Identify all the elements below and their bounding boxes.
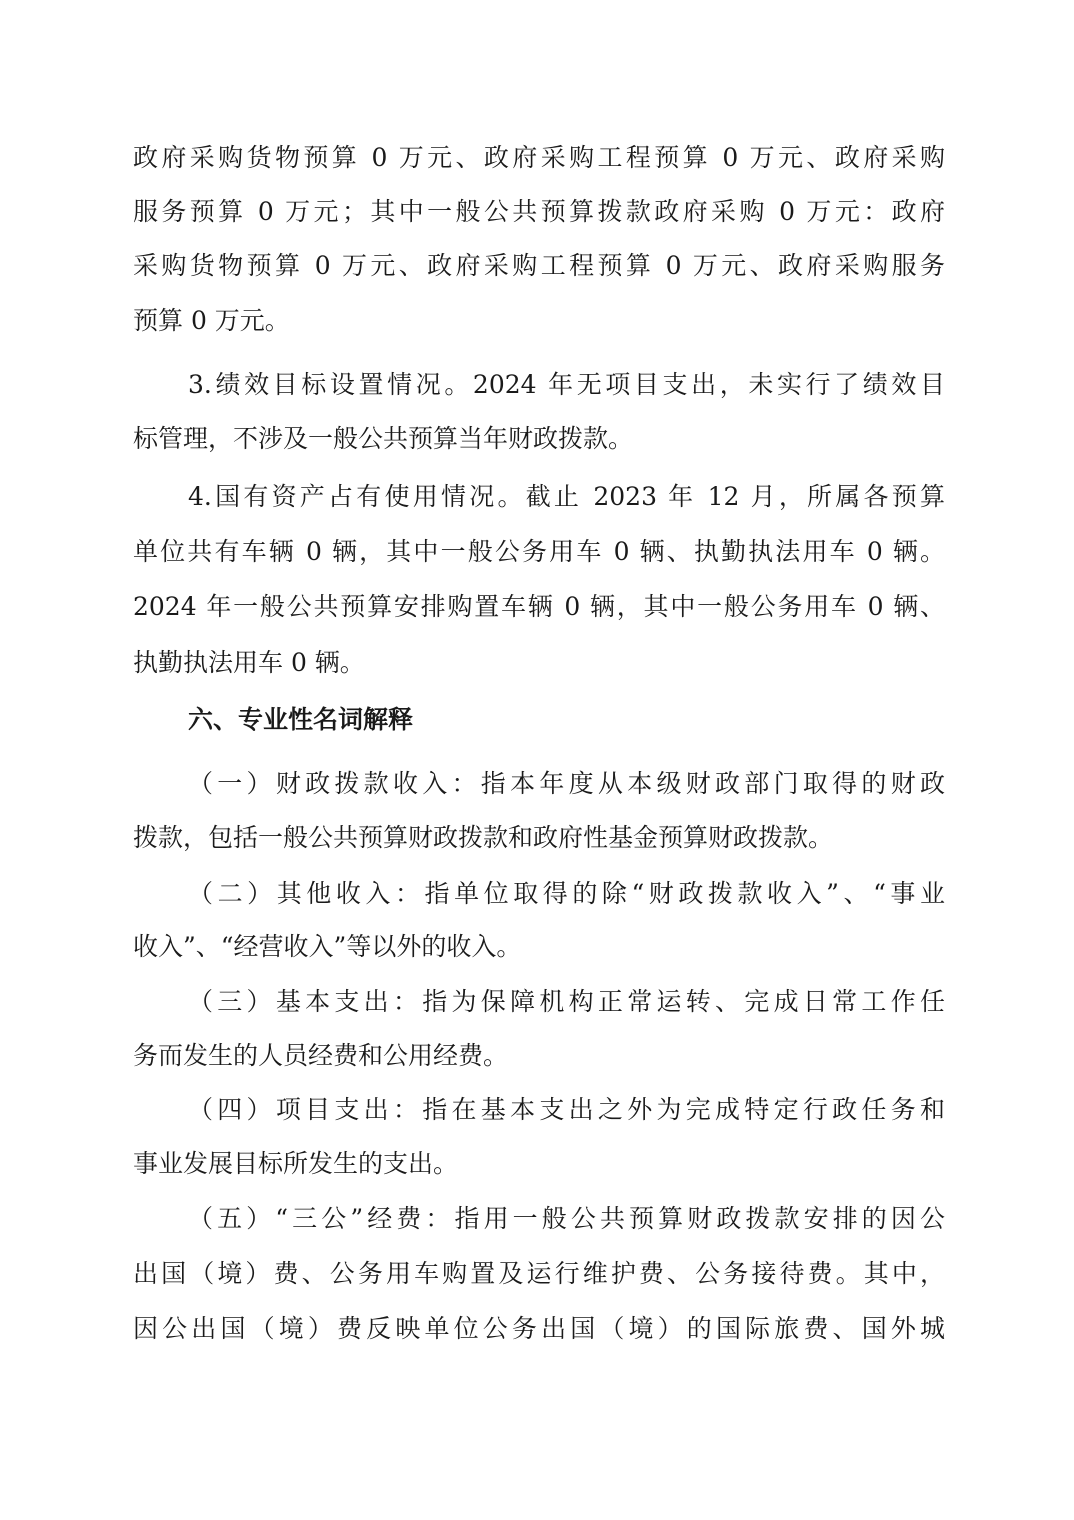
text-line: 4.国有资产占有使用情况。截止 2023 年 12 月，所属各预算: [188, 482, 945, 511]
text-line: 标管理，不涉及一般公共预算当年财政拨款。: [133, 424, 634, 453]
text-line: （三）基本支出：指为保障机构正常运转、完成日常工作任: [188, 987, 945, 1016]
text-line: 出国（境）费、公务用车购置及运行维护费、公务接待费。其中，: [133, 1259, 945, 1288]
text-line: （一）财政拨款收入：指本年度从本级财政部门取得的财政: [188, 769, 945, 798]
text-line: 预算 0 万元。: [133, 306, 290, 335]
text-line: 单位共有车辆 0 辆，其中一般公务用车 0 辆、执勤执法用车 0 辆。: [133, 537, 945, 566]
text-line: 服务预算 0 万元；其中一般公共预算拨款政府采购 0 万元：政府: [133, 197, 945, 226]
text-line: 因公出国（境）费反映单位公务出国（境）的国际旅费、国外城: [133, 1314, 945, 1343]
text-line: 2024 年一般公共预算安排购置车辆 0 辆，其中一般公务用车 0 辆、: [133, 592, 945, 621]
text-line: （二）其他收入：指单位取得的除“财政拨款收入”、“事业: [188, 879, 945, 908]
text-line: （五）“三公”经费：指用一般公共预算财政拨款安排的因公: [188, 1204, 945, 1233]
text-line: 事业发展目标所发生的支出。: [133, 1149, 459, 1178]
text-line: 采购货物预算 0 万元、政府采购工程预算 0 万元、政府采购服务: [133, 251, 945, 280]
text-line: （四）项目支出：指在基本支出之外为完成特定行政任务和: [188, 1095, 945, 1124]
text-line: 执勤执法用车 0 辆。: [133, 648, 365, 677]
text-line: 拨款，包括一般公共预算财政拨款和政府性基金预算财政拨款。: [133, 823, 834, 852]
text-line: 3.绩效目标设置情况。2024 年无项目支出，未实行了绩效目: [188, 370, 945, 399]
section-heading: 六、专业性名词解释: [188, 705, 414, 734]
text-line: 务而发生的人员经费和公用经费。: [133, 1041, 509, 1070]
text-line: 政府采购货物预算 0 万元、政府采购工程预算 0 万元、政府采购: [133, 143, 945, 172]
text-line: 收入”、“经营收入”等以外的收入。: [133, 932, 522, 961]
